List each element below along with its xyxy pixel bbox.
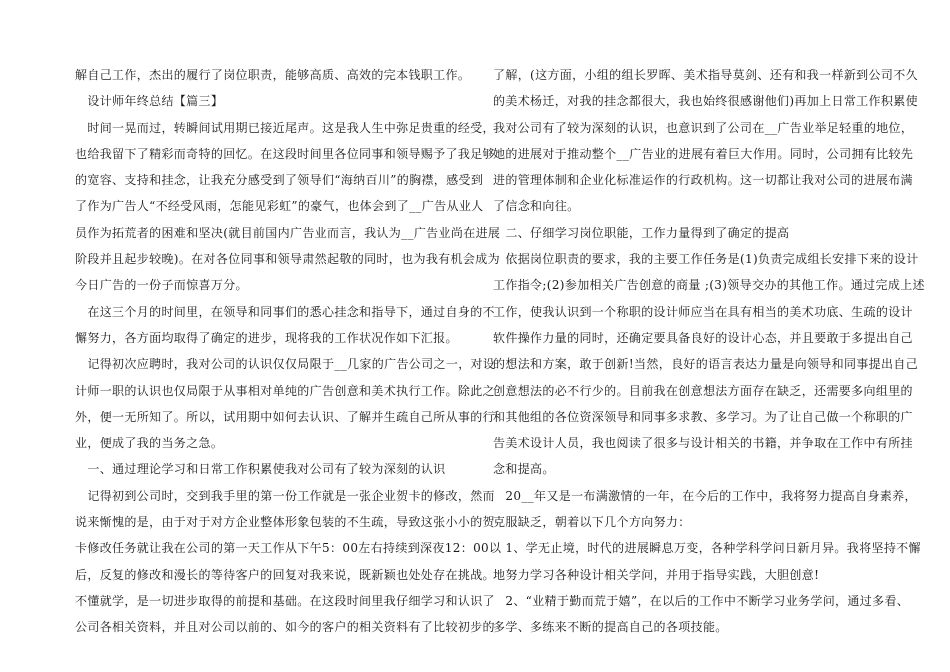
text-line: 告美术设计人员，我也阅读了很多与设计相关的书籍，并争取在工作中有所挂 bbox=[493, 436, 913, 451]
text-line: 说来惭愧的是，由于对于对方企业整体形象包装的不生疏，导致这张小小的贺 bbox=[75, 515, 495, 530]
text-line: 我对公司有了较为深刻的认识，也意识到了公司在__广告业举足轻重的地位， bbox=[493, 120, 914, 135]
text-line: 后，反复的修改和漫长的等待客户的回复对我来说，既新颖也处处存在挑战。 bbox=[75, 567, 495, 582]
text-line: 外，便一无所知了。所以，试用期中如何去认识、了解并生疏自己所从事的行 bbox=[75, 409, 495, 424]
text-line: 20__年又是一布满激情的一年，在今后的工作中，我将努力提高自身素养， bbox=[493, 488, 917, 503]
text-line: 了作为广告人“不经受风雨，怎能见彩虹”的豪气，也体会到了__广告从业人 bbox=[75, 199, 484, 214]
text-line: 地努力学习各种设计相关学问，并用于指导实践，大胆创意! bbox=[493, 567, 820, 582]
text-line: 不懂就学，是一切进步取得的前提和基础。在这段时间里我仔细学习和认识了 bbox=[75, 593, 495, 608]
text-line: 今日广告的一份子而惊喜万分。 bbox=[75, 278, 248, 293]
text-line: 她的进展对于推动整个__广告业的进展有着巨大作用。同时，公司拥有比较先 bbox=[493, 146, 914, 161]
text-line: 阶段并且起步较晚)。在对各位同事和领导肃然起敬的同时，也为我有机会成为 bbox=[75, 252, 500, 267]
text-line: 记得初到公司时，交到我手里的第一份工作就是一张企业贺卡的修改，然而 bbox=[75, 488, 495, 503]
text-line: 念和提高。 bbox=[493, 462, 555, 477]
text-line: 和其他组的各位资深领导和同事多求教、多学习。为了让自己做一个称职的广 bbox=[493, 409, 913, 424]
text-line: 解自己工作，杰出的履行了岗位职责，能够高质、高效的完本钱职工作。 bbox=[75, 68, 471, 82]
text-line: 公司各相关资料，并且对公司以前的、如今的客户的相关资料有了比较初步的 bbox=[75, 620, 495, 635]
text-line: 计师一职的认识也仅局限于从事相对单纯的广告创意和美术执行工作。除此之 bbox=[75, 383, 495, 398]
text-line: 的想法和方案，敢于创新!当然，良好的语言表达力量是向领导和同事提出自己 bbox=[493, 357, 919, 372]
text-line: 了信念和向往。 bbox=[493, 199, 580, 214]
text-line: 依据岗位职责的要求，我的主要工作任务是(1)负责完成组长安排下来的设计 bbox=[493, 252, 919, 267]
text-line: 的美术杨迁，对我的挂念都很大，我也始终很感谢他们)再加上日常工作积累使 bbox=[493, 94, 918, 109]
text-line: 工作指令;(2)参加相关广告创意的商量 ;(3)领导交办的其他工作。通过完成上述 bbox=[493, 278, 925, 293]
right-column bbox=[493, 62, 925, 641]
text-line: 克服缺乏，朝着以下几个方向努力： bbox=[493, 515, 691, 530]
text-line: 时间一晃而过，转瞬间试用期已接近尾声。这是我人生中弥足贵重的经受， bbox=[75, 120, 495, 135]
text-line: 员作为拓荒者的困难和坚决(就目前国内广告业而言，我认为__广告业尚在进展 bbox=[75, 225, 501, 240]
text-line: 多学、多练来不断的提高自己的各项技能。 bbox=[493, 620, 728, 635]
text-line: 卡修改任务就让我在公司的第一天工作从下午5：00左右持续到深夜12：00以 bbox=[75, 541, 502, 556]
text-line: 二、仔细学习岗位职能，工作力量得到了确定的提高 bbox=[493, 225, 790, 240]
text-line: 也给我留下了精彩而奇特的回忆。在这段时间里各位同事和领导赐予了我足够 bbox=[75, 146, 495, 161]
text-line: 设计师年终总结【篇三】 bbox=[75, 94, 224, 109]
text-line: 一、通过理论学习和日常工作积累使我对公司有了较为深刻的认识 bbox=[75, 462, 446, 477]
text-line: 了解，(这方面，小组的组长罗晖、美术指导莫剑、还有和我一样新到公司不久 bbox=[493, 68, 918, 82]
text-line: 创意想法的必不行少的。目前我在创意想法方面存在缺乏，还需要多向组里的 bbox=[493, 383, 913, 398]
text-line: 在这三个月的时间里，在领导和同事们的悉心挂念和指导下，通过自身的不 bbox=[75, 304, 495, 319]
text-line: 1、学无止境，时代的进展瞬息万变，各种学科学问日新月异。我将坚持不懈 bbox=[493, 541, 921, 556]
text-line: 进的管理体制和企业化标准运作的行政机构。这一切都让我对公司的进展布满 bbox=[493, 173, 913, 188]
text-line: 记得初次应聘时，我对公司的认识仅仅局限于__几家的广告公司之一，对设 bbox=[75, 357, 496, 372]
text-line: 2、“业精于勤而荒于嬉”，在以后的工作中不断学习业务学问，通过多看、 bbox=[493, 593, 910, 608]
text-line: 软件操作力量的同时，还确定要具备良好的设计心态，并且要敢于多提出自己 bbox=[493, 330, 913, 345]
text-line: 工作，使我认识到一个称职的设计师应当在具有相当的美术功底、生疏的设计 bbox=[493, 304, 913, 319]
text-line: 业，便成了我的当务之急。 bbox=[75, 436, 224, 451]
left-column bbox=[75, 62, 502, 641]
text-line: 懈努力，各方面均取得了确定的进步，现将我的工作状况作如下汇报。 bbox=[75, 330, 458, 345]
text-line: 的宽容、支持和挂念，让我充分感受到了领导们“海纳百川”的胸襟，感受到 bbox=[75, 173, 484, 188]
